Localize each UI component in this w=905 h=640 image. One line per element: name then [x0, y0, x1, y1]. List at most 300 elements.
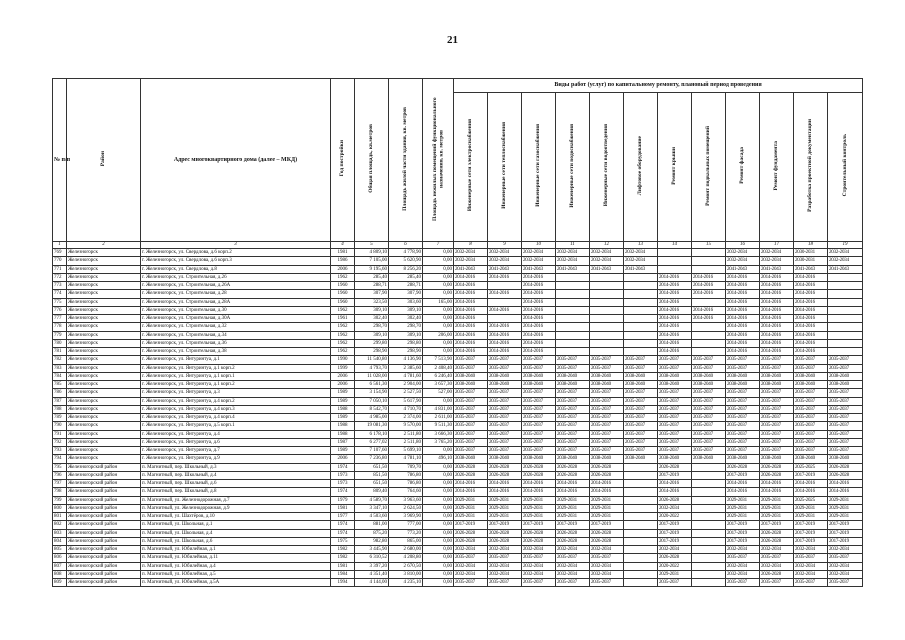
table-cell: 2026-2028: [760, 529, 794, 537]
table-row: [53, 315, 863, 323]
table-cell: 2035-2037: [590, 579, 624, 587]
table-cell: 2026-2028: [556, 537, 590, 545]
table-cell: 2017-2019: [522, 521, 556, 529]
table-cell: 2017-2019: [726, 471, 760, 479]
table-cell: 2014-2016: [726, 339, 760, 347]
table-cell: 2017-2019: [454, 521, 488, 529]
table-cell: 2014-2016: [760, 282, 794, 290]
table-cell: п. Магнитный, ул. Юбилейная, д.5: [141, 570, 331, 578]
table-cell: 865,00: [389, 537, 423, 545]
table-cell: [624, 529, 658, 537]
table-cell: 2014-2016: [760, 348, 794, 356]
table-cell: 2035-2037: [726, 397, 760, 405]
table-cell: [692, 513, 726, 521]
table-cell: Железногорск: [67, 273, 141, 281]
table-cell: г. Железногорск, ул. Строительная, д.36: [141, 339, 331, 347]
table-cell: 2035-2037: [726, 364, 760, 372]
table-cell: 2041-2043: [726, 265, 760, 273]
table-cell: 0,00: [423, 537, 454, 545]
table-cell: [692, 471, 726, 479]
table-cell: 2035-2037: [454, 364, 488, 372]
table-cell: [624, 339, 658, 347]
table-cell: Железногорский район: [67, 496, 141, 504]
table-cell: 2020-2022: [658, 562, 692, 570]
table-cell: 2029-2031: [590, 513, 624, 521]
table-cell: 1988: [331, 430, 355, 438]
table-cell: г. Железногорск, ул. Строительная, д.34: [141, 331, 331, 339]
table-cell: 2014-2016: [522, 282, 556, 290]
table-cell: 2035-2037: [794, 405, 828, 413]
table-cell: 302,40: [389, 315, 423, 323]
table-cell: г. Железногорск, ул. Строительная, д.28А: [141, 298, 331, 306]
table-cell: 2017-2019: [794, 537, 828, 545]
table-cell: 3 445,90: [355, 546, 389, 554]
table-cell: 2035-2037: [624, 389, 658, 397]
table-row: [53, 381, 863, 389]
table-cell: 0,00: [423, 471, 454, 479]
table-cell: Железногорск: [67, 339, 141, 347]
table-cell: 2029-2031: [454, 513, 488, 521]
table-cell: 2014-2016: [794, 282, 828, 290]
table-cell: 3 810,00: [389, 570, 423, 578]
table-cell: 2035-2037: [726, 554, 760, 562]
table-cell: 2035-2037: [726, 389, 760, 397]
table-cell: 2017-2019: [590, 521, 624, 529]
table-cell: 1961: [331, 315, 355, 323]
header-year: Год постройки: [331, 79, 355, 242]
table-cell: 2035-2037: [760, 438, 794, 446]
header-work-elevator: Лифтовое оборудование: [624, 93, 658, 242]
table-cell: [556, 315, 590, 323]
table-cell: 809: [53, 579, 67, 587]
table-cell: 2041-2043: [828, 265, 863, 273]
table-cell: [692, 331, 726, 339]
table-cell: 2038-2040: [590, 381, 624, 389]
table-cell: Железногорск: [67, 323, 141, 331]
column-number: 8: [454, 242, 488, 249]
table-cell: 0,00: [423, 579, 454, 587]
table-cell: 2032-2034: [828, 257, 863, 265]
table-row: [53, 463, 863, 471]
table-cell: 2014-2016: [760, 488, 794, 496]
header-work-gas: Инженерные сети газоснабжения: [522, 93, 556, 242]
table-cell: 2035-2037: [590, 554, 624, 562]
table-cell: [828, 290, 863, 298]
table-cell: 2014-2016: [454, 273, 488, 281]
table-cell: 881,00: [355, 521, 389, 529]
table-cell: 800: [53, 504, 67, 512]
table-cell: 2014-2016: [658, 298, 692, 306]
table-cell: 2014-2016: [760, 331, 794, 339]
table-cell: 285,40: [355, 273, 389, 281]
table-row: [53, 290, 863, 298]
table-cell: 2014-2016: [488, 480, 522, 488]
table-cell: 2017-2019: [658, 471, 692, 479]
table-cell: 1986: [331, 257, 355, 265]
table-cell: 2035-2037: [658, 579, 692, 587]
table-cell: 2017-2019: [488, 521, 522, 529]
table-cell: 2032-2034: [590, 546, 624, 554]
table-cell: 2038-2040: [692, 381, 726, 389]
table-cell: 3 765,20: [423, 438, 454, 446]
table-cell: 2035-2037: [624, 405, 658, 413]
table-cell: 2014-2016: [488, 306, 522, 314]
table-cell: Железногорск: [67, 455, 141, 463]
table-cell: 9 195,60: [355, 265, 389, 273]
header-work-foundation: Ремонт фундамента: [760, 93, 794, 242]
table-cell: 2014-2016: [794, 315, 828, 323]
table-cell: 3 347,10: [355, 504, 389, 512]
table-cell: 8 256,20: [389, 265, 423, 273]
table-cell: 2035-2037: [658, 397, 692, 405]
table-cell: 2035-2037: [556, 579, 590, 587]
table-cell: Железногорск: [67, 265, 141, 273]
table-cell: 2026-2028: [556, 529, 590, 537]
table-cell: 2032-2034: [454, 570, 488, 578]
table-cell: 2026-2028: [454, 537, 488, 545]
table-cell: 2038-2040: [454, 381, 488, 389]
table-cell: 2035-2037: [726, 447, 760, 455]
table-cell: 2035-2037: [794, 554, 828, 562]
table-cell: 2035-2037: [556, 554, 590, 562]
table-cell: 2035-2037: [488, 579, 522, 587]
table-cell: 2017-2019: [658, 521, 692, 529]
table-cell: 2035-2037: [556, 389, 590, 397]
header-num: № п/п: [53, 79, 67, 242]
table-cell: 2014-2016: [488, 488, 522, 496]
table-cell: Железногорский район: [67, 562, 141, 570]
table-cell: 2017-2019: [794, 521, 828, 529]
table-cell: 2035-2037: [658, 447, 692, 455]
table-cell: г. Железногорск, ул. Строительная, д.28: [141, 290, 331, 298]
table-cell: 2032-2034: [522, 562, 556, 570]
table-cell: 2032-2034: [454, 562, 488, 570]
table-cell: 770: [53, 257, 67, 265]
table-cell: 2035-2037: [454, 579, 488, 587]
table-cell: 774: [53, 290, 67, 298]
table-cell: 798: [53, 488, 67, 496]
table-cell: 2032-2034: [760, 546, 794, 554]
table-cell: 2032-2034: [590, 257, 624, 265]
table-cell: 2038-2040: [658, 455, 692, 463]
table-cell: 2029-2031: [726, 496, 760, 504]
table-cell: 2014-2016: [522, 290, 556, 298]
table-cell: Железногорск: [67, 389, 141, 397]
table-cell: Железногорск: [67, 364, 141, 372]
table-cell: 2026-2028: [590, 471, 624, 479]
table-cell: 1994: [331, 579, 355, 587]
table-cell: 2038-2040: [726, 372, 760, 380]
table-cell: 298,70: [389, 323, 423, 331]
table-cell: 2035-2037: [522, 438, 556, 446]
table-cell: 1962: [331, 331, 355, 339]
table-cell: 8 542,70: [355, 405, 389, 413]
table-row: [53, 455, 863, 463]
table-cell: [692, 496, 726, 504]
table-cell: 2038-2040: [692, 455, 726, 463]
header-work-sewage: Инженерные сети водоотведения: [590, 93, 624, 242]
table-cell: 2 670,50: [389, 562, 423, 570]
table-cell: 2041-2043: [556, 265, 590, 273]
table-cell: 2014-2016: [658, 273, 692, 281]
table-cell: 1999: [331, 364, 355, 372]
table-cell: [590, 306, 624, 314]
table-cell: 0,00: [423, 562, 454, 570]
table-cell: 1974: [331, 521, 355, 529]
table-cell: 2014-2016: [794, 348, 828, 356]
table-cell: 2035-2037: [828, 447, 863, 455]
table-cell: 784: [53, 372, 67, 380]
table-cell: [590, 298, 624, 306]
table-cell: 2032-2034: [760, 249, 794, 257]
table-cell: 2014-2016: [760, 339, 794, 347]
table-cell: 851,50: [355, 471, 389, 479]
table-cell: 2035-2037: [692, 356, 726, 364]
table-cell: 2038-2040: [522, 455, 556, 463]
table-cell: 2014-2016: [658, 331, 692, 339]
table-cell: 2017-2019: [828, 521, 863, 529]
table-cell: Железногорский район: [67, 521, 141, 529]
table-cell: 1988: [331, 405, 355, 413]
table-cell: 2017-2019: [828, 537, 863, 545]
table-cell: 2032-2034: [828, 249, 863, 257]
table-cell: 791: [53, 430, 67, 438]
table-cell: 772: [53, 273, 67, 281]
table-cell: 2038-2040: [590, 372, 624, 380]
table-cell: 2020-2022: [658, 513, 692, 521]
table-cell: 2014-2016: [794, 298, 828, 306]
table-cell: 2032-2034: [556, 562, 590, 570]
table-cell: г. Железногорск, ул. Свердлова, д.8: [141, 265, 331, 273]
table-cell: Железногорский район: [67, 529, 141, 537]
table-cell: [624, 570, 658, 578]
column-numbers-row: [53, 242, 863, 249]
table-cell: [692, 546, 726, 554]
table-cell: [556, 331, 590, 339]
table-cell: 2035-2037: [556, 364, 590, 372]
table-cell: г. Железногорск, ул. Янтуринтуа, д.1: [141, 356, 331, 364]
table-cell: 2014-2016: [726, 282, 760, 290]
table-cell: 2029-2031: [454, 496, 488, 504]
table-cell: 2035-2037: [658, 414, 692, 422]
table-row: [53, 513, 863, 521]
table-cell: Железногорск: [67, 372, 141, 380]
table-cell: Железногорск: [67, 422, 141, 430]
table-cell: 2014-2016: [794, 323, 828, 331]
table-cell: 2017-2019: [760, 521, 794, 529]
table-cell: 2035-2037: [828, 356, 863, 364]
table-cell: 1987: [331, 438, 355, 446]
table-cell: г. Железногорск, ул. Строительная, д.32: [141, 323, 331, 331]
table-cell: 2035-2037: [692, 397, 726, 405]
table-cell: 2035-2037: [522, 389, 556, 397]
table-cell: 3 397,20: [355, 562, 389, 570]
table-cell: 2014-2016: [658, 488, 692, 496]
table-cell: 298,90: [389, 348, 423, 356]
table-cell: [624, 546, 658, 554]
table-cell: 2038-2040: [488, 455, 522, 463]
table-cell: [624, 480, 658, 488]
table-cell: 793: [53, 447, 67, 455]
table-cell: 2035-2037: [828, 579, 863, 587]
table-cell: 2038-2040: [794, 372, 828, 380]
table-cell: 2014-2016: [726, 306, 760, 314]
table-cell: 2035-2037: [590, 438, 624, 446]
table-cell: 785: [53, 381, 67, 389]
column-number: 12: [590, 242, 624, 249]
table-cell: 4 136,90: [389, 356, 423, 364]
table-cell: 2026-2028: [590, 463, 624, 471]
table-cell: 2035-2037: [828, 422, 863, 430]
table-cell: [828, 306, 863, 314]
table-cell: п. Магнитный, ул. Юбилейная, д.5А: [141, 579, 331, 587]
table-cell: 2038-2040: [624, 372, 658, 380]
table-cell: 2014-2016: [454, 348, 488, 356]
table-cell: Железногорский район: [67, 471, 141, 479]
table-cell: 2035-2037: [454, 389, 488, 397]
table-cell: 2017-2019: [794, 471, 828, 479]
table-cell: 2035-2037: [658, 389, 692, 397]
table-cell: 0,00: [423, 290, 454, 298]
table-cell: 2026-2028: [522, 537, 556, 545]
table-cell: 775: [53, 298, 67, 306]
table-cell: 2035-2037: [454, 422, 488, 430]
table-cell: 2035-2037: [760, 554, 794, 562]
table-cell: 809,40: [355, 488, 389, 496]
table-cell: 2035-2037: [794, 356, 828, 364]
table-cell: Железногорск: [67, 397, 141, 405]
table-cell: Железногорск: [67, 298, 141, 306]
table-cell: [692, 298, 726, 306]
table-cell: 7 236,80: [355, 455, 389, 463]
table-cell: 781: [53, 348, 67, 356]
table-cell: 771: [53, 265, 67, 273]
table-cell: 0,00: [423, 513, 454, 521]
column-number: 18: [794, 242, 828, 249]
table-row: [53, 422, 863, 430]
table-cell: 2035-2037: [794, 438, 828, 446]
table-cell: 2035-2037: [590, 430, 624, 438]
table-cell: 2041-2043: [794, 265, 828, 273]
table-cell: [692, 529, 726, 537]
table-cell: 2029-2031: [522, 504, 556, 512]
table-body: [53, 249, 863, 587]
table-cell: 2035-2037: [726, 405, 760, 413]
header-work-basement: Ремонт подвальных помещений: [692, 93, 726, 242]
column-number: 9: [488, 242, 522, 249]
table-cell: 1962: [331, 273, 355, 281]
table-cell: 2032-2034: [726, 249, 760, 257]
table-cell: 786,80: [389, 471, 423, 479]
table-cell: п. Магнитный, ул. Юбилейная, д.4: [141, 562, 331, 570]
table-cell: 2035-2037: [454, 554, 488, 562]
table-row: [53, 397, 863, 405]
table-cell: 7 107,60: [355, 447, 389, 455]
table-cell: 2035-2037: [760, 397, 794, 405]
table-cell: 2014-2016: [726, 488, 760, 496]
table-cell: [590, 339, 624, 347]
table-cell: 2035-2037: [828, 414, 863, 422]
table-cell: 2026-2028: [556, 463, 590, 471]
table-cell: 0,00: [423, 265, 454, 273]
table-cell: 1977: [331, 513, 355, 521]
header-address: Адрес многоквартирного дома (далее – МКД): [141, 79, 331, 242]
table-cell: 2041-2043: [522, 265, 556, 273]
table-cell: г. Железногорск, ул. Янтуринтуа, д.1 корп.2: [141, 381, 331, 389]
table-cell: 2014-2016: [760, 480, 794, 488]
table-cell: 1979: [331, 496, 355, 504]
table-cell: 2038-2040: [556, 372, 590, 380]
table-cell: [692, 249, 726, 257]
table-cell: п. Магнитный, ул. Школьная, д.1: [141, 521, 331, 529]
table-cell: 2014-2016: [658, 339, 692, 347]
table-cell: п. Магнитный, ул. Шахтёров, д.10: [141, 513, 331, 521]
table-cell: 2038-2040: [488, 372, 522, 380]
table-cell: 2014-2016: [692, 306, 726, 314]
table-cell: Железногорск: [67, 381, 141, 389]
table-cell: [658, 257, 692, 265]
table-cell: 4 985,00: [355, 414, 389, 422]
table-cell: [828, 273, 863, 281]
table-row: [53, 339, 863, 347]
table-cell: [624, 323, 658, 331]
table-cell: г. Железногорск, ул. Свердлова, д.6 корп.3: [141, 257, 331, 265]
table-cell: 792: [53, 438, 67, 446]
table-cell: 805: [53, 546, 67, 554]
table-cell: 2038-2040: [624, 455, 658, 463]
table-cell: 2035-2037: [760, 405, 794, 413]
table-cell: 4 793,70: [355, 364, 389, 372]
table-cell: 2035-2037: [488, 414, 522, 422]
table-cell: 2035-2037: [454, 430, 488, 438]
table-cell: 2035-2037: [488, 397, 522, 405]
table-cell: 2026-2028: [522, 463, 556, 471]
table-cell: 1960: [331, 282, 355, 290]
table-cell: 0,00: [423, 546, 454, 554]
table-cell: 2035-2037: [556, 447, 590, 455]
table-cell: 2035-2037: [726, 356, 760, 364]
table-cell: 2038-2040: [828, 372, 863, 380]
table-cell: 2026-2028: [760, 570, 794, 578]
table-cell: 2014-2016: [454, 306, 488, 314]
table-cell: 2030-2031: [794, 257, 828, 265]
table-cell: 2035-2037: [590, 397, 624, 405]
table-cell: 2029-2031: [590, 496, 624, 504]
table-cell: 0,00: [423, 249, 454, 257]
table-cell: 2026-2028: [828, 463, 863, 471]
table-cell: 2014-2016: [522, 323, 556, 331]
table-cell: 2035-2037: [522, 430, 556, 438]
table-cell: г. Железногорск, ул. Строительная, д.30: [141, 306, 331, 314]
table-cell: 2 374,00: [389, 414, 423, 422]
table-row: [53, 438, 863, 446]
table-cell: 0,00: [423, 554, 454, 562]
table-cell: Железногорск: [67, 438, 141, 446]
table-cell: 2035-2037: [726, 414, 760, 422]
table-cell: 799: [53, 496, 67, 504]
table-cell: п. Магнитный, ул. Юбилейная, д.1: [141, 546, 331, 554]
table-row: [53, 554, 863, 562]
table-cell: 2035-2037: [794, 397, 828, 405]
table-cell: 2032-2034: [624, 257, 658, 265]
table-cell: г. Железногорск, ул. Янтуринтуа, д.4: [141, 430, 331, 438]
table-cell: Железногорск: [67, 306, 141, 314]
table-cell: 2025-2025: [794, 496, 828, 504]
table-cell: 2035-2037: [522, 356, 556, 364]
table-cell: 2032-2034: [726, 257, 760, 265]
table-cell: 875,20: [355, 529, 389, 537]
table-cell: 7 513,90: [423, 356, 454, 364]
